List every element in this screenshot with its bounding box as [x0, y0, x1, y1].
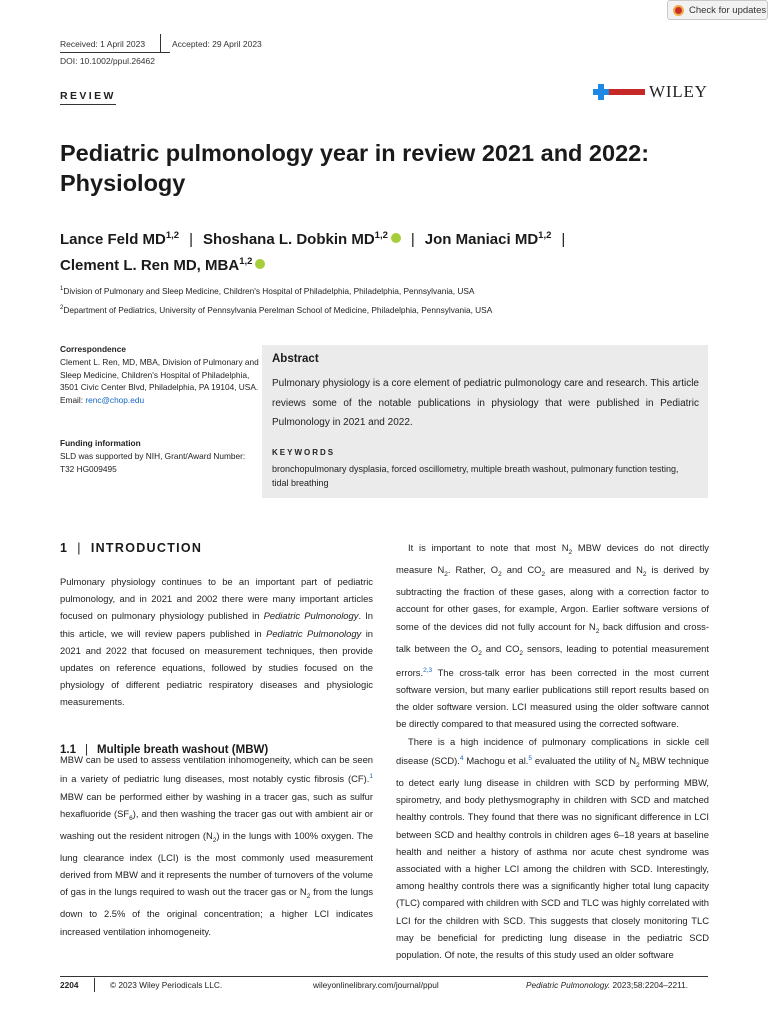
- correspondence-text: Clement L. Ren, MD, MBA, Division of Pulmonary and Sleep Medicine, Children's Hospital of Philadelphia, 3501 Civic Center Blvd, Philadelphia, PA 19104, USA.: [60, 356, 259, 393]
- abstract-box: [262, 345, 708, 498]
- funding-text: SLD was supported by NIH, Grant/Award Number: T32 HG009495: [60, 450, 246, 474]
- author-name: Lance Feld MD: [60, 231, 166, 248]
- funding-block: [60, 437, 260, 475]
- author-name: Jon Maniaci MD: [424, 231, 539, 248]
- date-divider: [160, 34, 161, 52]
- section-heading-introduction: 1 | INTRODUCTION: [60, 541, 203, 555]
- keywords-heading: KEYWORDS: [272, 448, 336, 457]
- affiliation: [60, 305, 492, 315]
- intro-paragraph: Pulmonary physiology continues to be an important part of pediatric pulmonology, and in 2021 and 2002 there were many important articles focused on pulmonary physiology published in Pediatric Pulmonology. In this article, we will review papers published in Pediatric Pulmonology in 2021 and 2022 that focused on measurement techniques, then provide updates on reference equations, followed by studies focused on the physiology of different pediatric respiratory diseases and physiologic measurements.: [60, 576, 374, 708]
- orcid-icon[interactable]: [255, 259, 265, 269]
- author-affiliation-marker: 1,2: [239, 256, 253, 267]
- received-date: Received: 1 April 2023: [60, 39, 146, 49]
- check-for-updates-label: Check for updates: [689, 4, 767, 16]
- publisher-logo: WILEY: [649, 82, 708, 101]
- accepted-date: Accepted: 29 April 2023: [172, 39, 262, 49]
- author-affiliation-marker: 1,2: [165, 230, 180, 241]
- author-name: Clement L. Ren MD, MBA: [60, 257, 240, 274]
- citation-journal: Pediatric Pulmonology.: [526, 980, 611, 990]
- copyright: © 2023 Wiley Periodicals LLC.: [110, 980, 223, 990]
- abstract-heading: Abstract: [272, 353, 319, 365]
- check-updates-icon: [673, 5, 684, 16]
- check-for-updates-button[interactable]: [667, 0, 768, 20]
- journal-logo: [593, 83, 645, 101]
- journal-url-link[interactable]: wileyonlinelibrary.com/journal/ppul: [313, 980, 439, 990]
- article-title: Pediatric pulmonology year in review 2021 and 2022: Physiology: [60, 140, 650, 196]
- affiliation-text: Division of Pulmonary and Sleep Medicine, Children's Hospital of Philadelphia, Philadelphia, Pennsylvania, USA: [63, 286, 475, 296]
- email-label: Email:: [60, 395, 86, 406]
- page-number: 2204: [60, 980, 79, 990]
- correspondence-heading: Correspondence: [60, 344, 126, 354]
- affiliation-number: 1: [60, 286, 64, 293]
- citation-details: 2023;58:2204–2211.: [610, 980, 689, 990]
- funding-heading: Funding information: [60, 438, 141, 448]
- author-list: Lance Feld MD$^{1,2}$ | Shoshana L. Dobkin MD$^{1,2}$ | Jon Maniaci MD$^{1,2}$ | Clement L. Ren MD, MBA$^{1,2}$: [60, 230, 566, 274]
- keywords-text: bronchopulmonary dysplasia, forced oscillometry, multiple breath washout, pulmonary function testing, tidal breathing: [272, 464, 679, 488]
- footer-divider: [94, 978, 95, 992]
- citation: [526, 980, 688, 990]
- mbw-paragraph: MBW can be used to assess ventilation inhomogeneity, which can be seen in a variety of pediatric lung diseases, most notably cystic fibrosis (CF).$^1$ MBW can be performed either by washing in a tracer gas, such as sulfur hexafluoride $(SF_6)$, and then washing the tracer gas out with ambient air or washing out the resident nitrogen $(N_2)$ in the lungs with 100% oxygen. The lung clearance index (LCI) is the most commonly used measurement derived from MBW and it represents the number of turnovers of the volume of gas in the lungs required to wash out the tracer gas or $N_2$ from the lungs down to 2.5% of the original concentration; a higher LCI indicates increased ventilation inhomogeneity.: [60, 754, 374, 937]
- right-column-text: It is important to note that most $N_2$ MBW devices do not directly measure $N_2$. Rather, $O_2$ and $CO_2$ are measured and $N_2$ is derived by subtracting the fraction of these gases, along with a correction factor to account for other gases, for example, Argon. Earlier software versions of some of the devices did not fully account for $N_2$ back diffusion and cross-talk between the $O_2$ and $CO_2$ sensors, leading to potential measurement errors.$^{2,3}$ The cross-talk error has been corrected in the most current software version, but many earlier publications still report results based on the older software version. LCI measured using the older software cannot be directly compared to that measured using the corrected software. There is a high incidence of pulmonary complications in sickle cell disease (SCD).$^4$ Machogu et al.$^5$ evaluated the utility of $N_2$ MBW technique to detect early lung disease in children with SCD by performing MBW, spirometry, and body plethysmography in children with SCD and matched healthy controls. They found that there was no significant difference in LCI between SCD and healthy controls in children ages 6–18 years at baseline health and neither a history of asthma nor acute chest syndrome was associated with a higher LCI among the children with SCD. Interestingly, among healthy controls there was a significantly higher total lung capacity (TLC) compared with children with SCD and TLC was highly correlated with LCI for the children with SCD. This suggests that closely monitoring TLC may be beneficial for predicting lung disease in the pediatric SCD population. Of note, the results of this study used an older software: [396, 542, 709, 961]
- section-number: 1.1: [60, 744, 76, 756]
- author-affiliation-marker: 1,2: [538, 230, 552, 241]
- footer-rule: [60, 976, 708, 977]
- section-label-underline: [60, 104, 116, 105]
- affiliation-text: Department of Pediatrics, University of Pennsylvania Perelman School of Medicine, Philadelphia, Pennsylvania, USA: [63, 305, 493, 315]
- abstract-text: Pulmonary physiology is a core element of pediatric pulmonology care and research. This article reviews some of the notable publications in physiology that were published in Pediatric Pulmonology in 2021 and 2022.: [272, 378, 699, 428]
- orcid-icon[interactable]: [391, 233, 401, 243]
- section-label: REVIEW: [60, 90, 116, 102]
- header-rule: [60, 52, 170, 53]
- affiliation: [60, 286, 474, 296]
- section-title: INTRODUCTION: [90, 541, 203, 555]
- author-name: Shoshana L. Dobkin MD: [202, 231, 375, 248]
- email-link[interactable]: renc@chop.edu: [85, 395, 145, 406]
- section-number: 1: [60, 541, 69, 555]
- author-affiliation-marker: 1,2: [374, 230, 388, 241]
- correspondence-block: [60, 343, 260, 407]
- doi: DOI: 10.1002/ppul.26462: [60, 56, 155, 66]
- section-title: Multiple breath washout (MBW): [97, 744, 269, 756]
- affiliation-number: 2: [60, 305, 64, 312]
- section-heading-mbw: 1.1 | Multiple breath washout (MBW): [60, 744, 269, 756]
